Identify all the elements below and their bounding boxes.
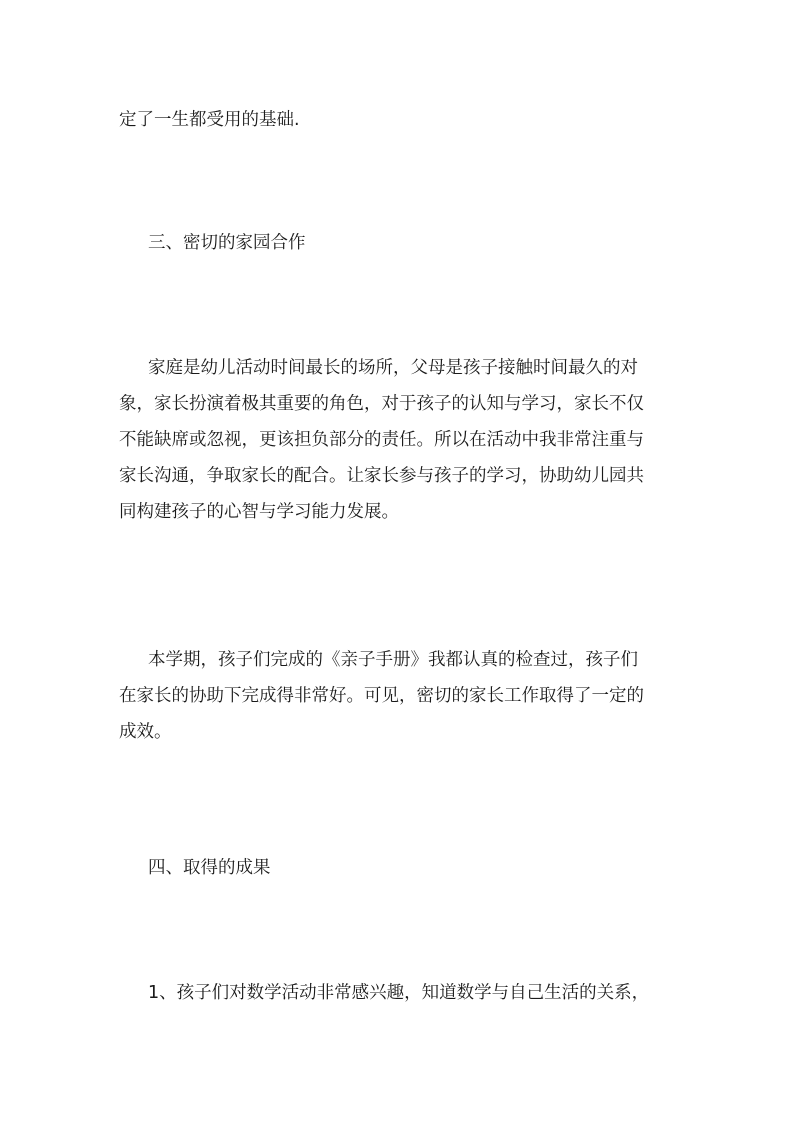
text-line: 在家长的协助下完成得非常好。可见，密切的家长工作取得了一定的	[119, 686, 644, 706]
section-heading-3	[119, 225, 679, 261]
text-line: 成效。	[119, 722, 172, 742]
text-line: 不能缺席或忽视，更该担负部分的责任。所以在活动中我非常注重与	[119, 430, 644, 450]
paragraph-home-school-cooperation	[119, 350, 679, 530]
text-line: 象，家长扮演着极其重要的角色，对于孩子的认知与学习，家长不仅	[119, 394, 644, 414]
text-line: 定了一生都受用的基础.	[119, 110, 300, 130]
text-line: 家庭是幼儿活动时间最长的场所，父母是孩子接触时间最久的对	[148, 358, 638, 378]
section-heading-4	[119, 850, 679, 886]
paragraph-continuation	[119, 102, 679, 138]
text-line: 家长沟通，争取家长的配合。让家长参与孩子的学习，协助幼儿园共	[119, 466, 644, 486]
text-line: 同构建孩子的心智与学习能力发展。	[119, 502, 399, 522]
text-line: 1、孩子们对数学活动非常感兴趣，知道数学与自己生活的关系，	[148, 983, 650, 1003]
heading-text: 四、取得的成果	[148, 858, 271, 878]
text-line: 本学期，孩子们完成的《亲子手册》我都认真的检查过，孩子们	[148, 650, 638, 670]
paragraph-parent-handbook	[119, 642, 679, 750]
heading-text: 三、密切的家园合作	[148, 233, 306, 253]
paragraph-results-1	[119, 975, 679, 1011]
